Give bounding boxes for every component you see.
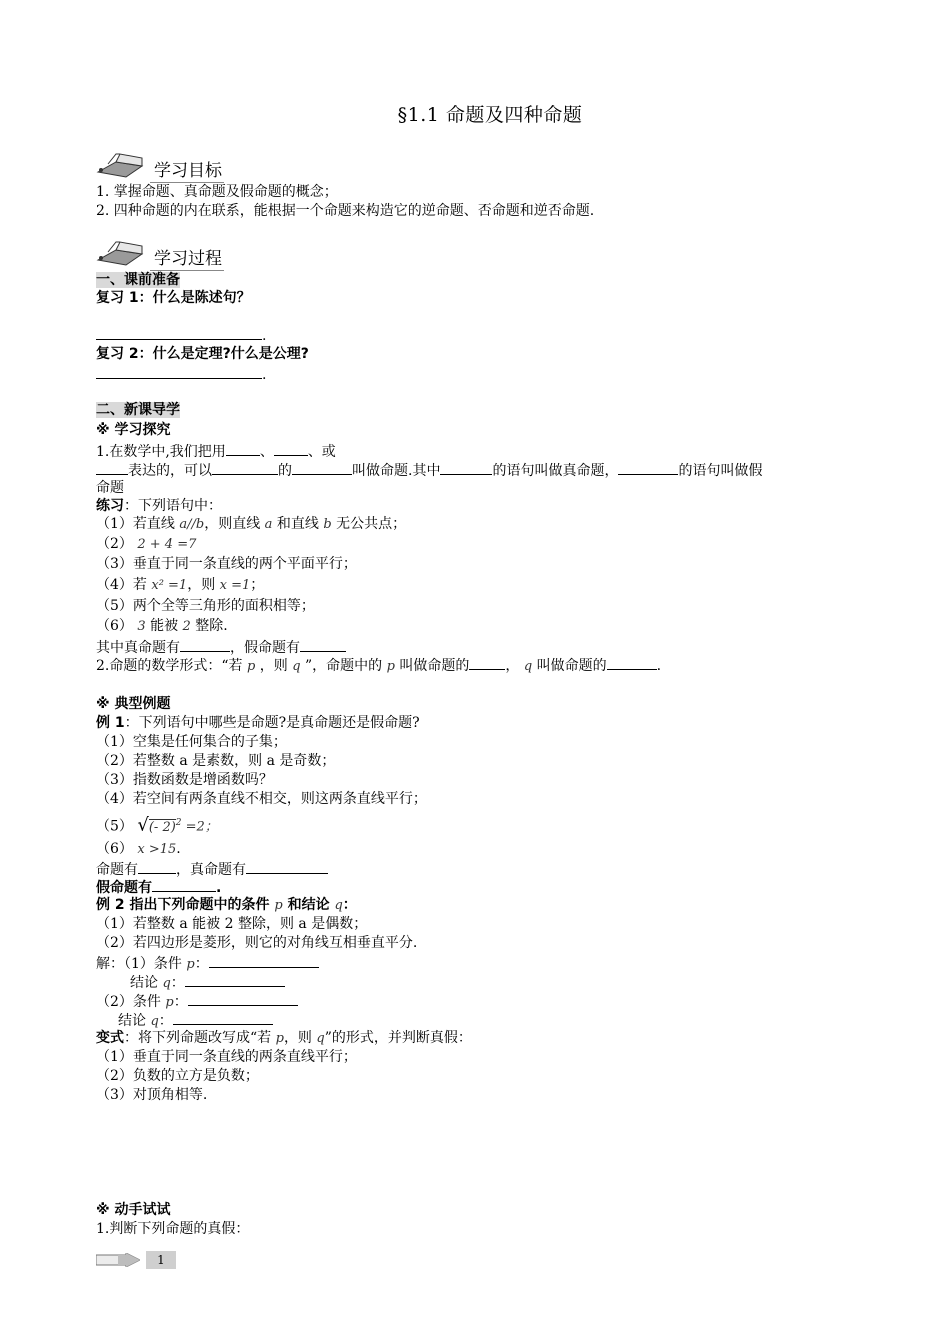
example-1-item-2: （2）若整数 a 是素数，则 a 是奇数；	[96, 753, 336, 769]
book-icon	[96, 150, 152, 180]
section-goals-label: 学习目标	[154, 156, 222, 181]
goal-item-2: 2. 四种命题的内在联系，能根据一个命题来构造它的逆命题、否命题和逆否命题.	[96, 203, 595, 219]
page-number: 1	[146, 1251, 176, 1269]
solution-1-condition: 解：（1）条件 p：	[96, 953, 319, 974]
solution-2-condition: （2）条件 p：	[96, 991, 298, 1012]
q2-line: 2.命题的数学形式：“若 p ，则 q ”，命题中的 p 叫做命题的 ， q 叫做命题的 .	[96, 655, 661, 676]
arrow-right-icon	[96, 1253, 140, 1267]
page-footer	[96, 1251, 180, 1269]
solution-2-conclusion: 结论 q：	[118, 1010, 273, 1031]
example-1-answers-2: 假命题有 .	[96, 877, 221, 898]
page-title: §1.1 命题及四种命题	[397, 104, 583, 126]
examples-heading: ※ 典型例题	[96, 696, 171, 712]
explore-heading: ※ 学习探究	[96, 422, 171, 438]
example-1-item-5: （5） √(- 2)$^2$ =2；	[96, 814, 218, 836]
q1-line-2: 表达的，可以 的 叫做命题.其中 的语句叫做真命题， 的语句叫做假	[96, 460, 762, 481]
example-1-answers-1: 命题有 ，真命题有	[96, 859, 328, 880]
q1-line-1: 1.在数学中,我们把用 、 、或	[96, 441, 336, 462]
variant-item-3: （3）对顶角相等.	[96, 1087, 208, 1103]
sqrt-sign: √	[137, 814, 149, 836]
example-2: 例 2 指出下列命题中的条件 p 和结论 q：	[96, 897, 357, 913]
goal-item-1: 1. 掌握命题、真命题及假命题的概念；	[96, 184, 338, 200]
practice-item-1-text: 1.判断下列命题的真假：	[96, 1221, 250, 1237]
example-2-item-1: （1）若整数 a 能被 2 整除，则 a 是偶数；	[96, 916, 368, 932]
practice-item-1: （1）若直线 a//b，则直线 a 和直线 b 无公共点；	[96, 516, 407, 532]
part2-heading: 二、新课导学	[96, 402, 180, 418]
part1-heading: 一、课前准备	[96, 272, 180, 288]
example-1-item-6: （6） x >15.	[96, 841, 181, 857]
practice-heading: ※ 动手试试	[96, 1202, 171, 1218]
practice-item-4: （4）若 x² =1，则 x =1；	[96, 577, 265, 593]
solution-1-conclusion: 结论 q：	[130, 972, 285, 993]
practice-item-6: （6） 3 能被 2 整除.	[96, 618, 228, 634]
practice-intro: 练习：下列语句中：	[96, 498, 222, 514]
practice-answers: 其中真命题有 ，假命题有	[96, 637, 346, 658]
variant-item-1: （1）垂直于同一条直线的两条直线平行；	[96, 1049, 357, 1065]
review-2-answer-line: .	[96, 364, 266, 385]
variant-item-2: （2）负数的立方是负数；	[96, 1068, 259, 1084]
practice-item-5: （5）两个全等三角形的面积相等；	[96, 598, 315, 614]
practice-item-2: （2） 2 + 4 =7	[96, 536, 197, 552]
review-2: 复习 2：什么是定理?什么是公理?	[96, 346, 309, 362]
review-1-answer-line: .	[96, 325, 266, 346]
variant: 变式：将下列命题改写成“若 p，则 q”的形式，并判断真假：	[96, 1030, 472, 1046]
example-1-item-3: （3）指数函数是增函数吗？	[96, 772, 273, 788]
section-process-label: 学习过程	[154, 244, 222, 269]
book-icon	[96, 238, 152, 268]
example-1-item-1: （1）空集是任何集合的子集；	[96, 734, 287, 750]
example-2-item-2: （2）若四边形是菱形，则它的对角线互相垂直平分.	[96, 935, 418, 951]
q1-line-3: 命题	[96, 480, 124, 496]
example-1: 例 1：下列语句中哪些是命题?是真命题还是假命题?	[96, 715, 420, 731]
practice-item-3: （3）垂直于同一条直线的两个平面平行；	[96, 556, 357, 572]
review-1: 复习 1：什么是陈述句？	[96, 290, 251, 306]
example-1-item-4: （4）若空间有两条直线不相交，则这两条直线平行；	[96, 791, 427, 807]
